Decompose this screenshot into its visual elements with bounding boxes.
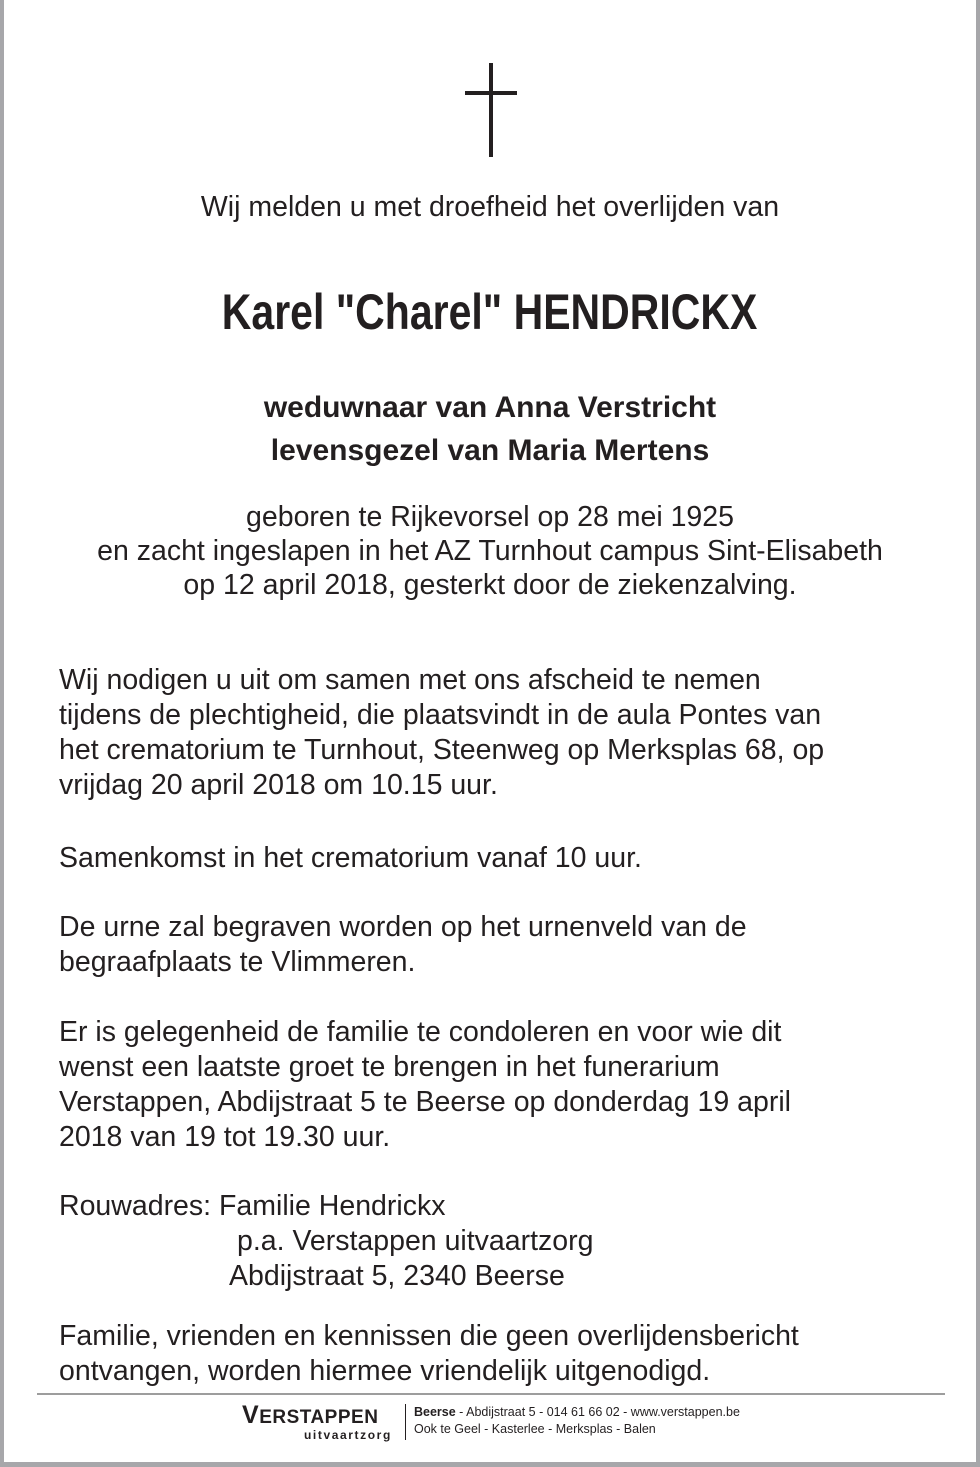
- address-line: p.a. Verstappen uitvaartzorg: [237, 1225, 594, 1257]
- address-line: Rouwadres: Familie Hendrickx: [59, 1190, 446, 1222]
- ceremony-line: het crematorium te Turnhout, Steenweg op Merksplas 68, op: [59, 734, 825, 766]
- address-line: Abdijstraat 5, 2340 Beerse: [229, 1260, 565, 1292]
- closing-line: ontvangen, worden hiermee vriendelijk uitgenodigd.: [59, 1355, 711, 1387]
- closing-line: Familie, vrienden en kennissen die geen overlijdensbericht: [59, 1320, 799, 1352]
- funeral-notice: [4, 0, 976, 1462]
- gathering-text: Samenkomst in het crematorium vanaf 10 uur.: [59, 842, 642, 874]
- intro-text: Wij melden u met droefheid het overlijden van: [200, 191, 780, 223]
- condolence-line: wenst een laatste groet te brengen in het funerarium: [59, 1051, 720, 1083]
- ceremony-line: tijdens de plechtigheid, die plaatsvindt in de aula Pontes van: [59, 699, 822, 731]
- footer-locations: Ook te Geel - Kasterlee - Merksplas - Balen: [414, 1422, 656, 1436]
- footer-contact: Beerse - Abdijstraat 5 - 014 61 66 02 - www.verstappen.be: [414, 1405, 740, 1419]
- ceremony-line: Wij nodigen u uit om samen met ons afscheid te nemen: [59, 664, 761, 696]
- ceremony-line: vrijdag 20 april 2018 om 10.15 uur.: [59, 769, 498, 801]
- death-line-1: en zacht ingeslapen in het AZ Turnhout campus Sint-Elisabeth: [97, 535, 883, 567]
- death-line-2: op 12 april 2018, gesterkt door de ziekenzalving.: [183, 569, 797, 601]
- verstappen-logo: VERSTAPPEN: [242, 1401, 379, 1429]
- logo-subtitle: uitvaartzorg: [304, 1428, 392, 1442]
- condolence-line: Verstappen, Abdijstraat 5 te Beerse op donderdag 19 april: [59, 1086, 792, 1118]
- condolence-line: Er is gelegenheid de familie te condoleren en voor wie dit: [59, 1016, 782, 1048]
- cross-icon-bar: [465, 91, 517, 95]
- urn-line: De urne zal begraven worden op het urnenveld van de: [59, 911, 747, 943]
- condolence-line: 2018 van 19 tot 19.30 uur.: [59, 1121, 391, 1153]
- relation-1: weduwnaar van Anna Verstricht: [263, 391, 717, 424]
- footer-divider: [37, 1393, 945, 1395]
- footer-separator: [405, 1404, 406, 1440]
- deceased-name: Karel "Charel" HENDRICKX: [222, 284, 758, 340]
- relation-2: levensgezel van Maria Mertens: [270, 434, 710, 467]
- urn-line: begraafplaats te Vlimmeren.: [59, 946, 416, 978]
- cross-icon: [489, 63, 493, 157]
- birth-line: geboren te Rijkevorsel op 28 mei 1925: [246, 501, 734, 533]
